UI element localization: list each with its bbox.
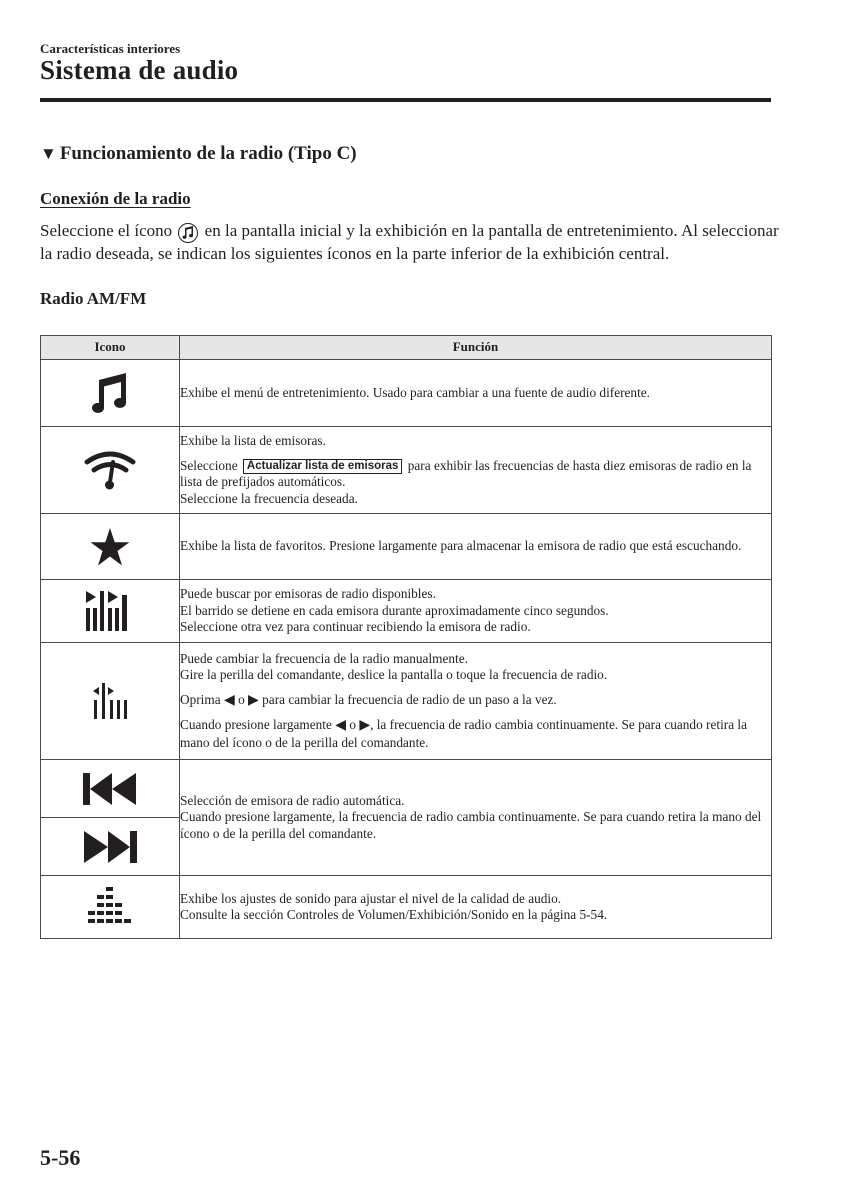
row-text: Exhibe el menú de entretenimiento. Usado para cambiar a una fuente de audio diferente. xyxy=(180,384,650,400)
row-text: Gire la perilla del comandante, deslice la pantalla o toque la frecuencia de radio. xyxy=(180,667,608,683)
intro-text-before: Seleccione el ícono xyxy=(40,221,173,240)
row-text: , la frecuencia de radio cambia continuamente. Se para cuando retira la mano del ícono o de la perilla del comandante. xyxy=(180,717,748,750)
row-text: Selección de emisora de radio automática. xyxy=(180,792,405,808)
right-arrow-icon: ▶ xyxy=(359,718,371,734)
row-text: o xyxy=(349,717,356,733)
row-text: Consulte la sección Controles de Volumen/Exhibición/Sonido en la página 5-54. xyxy=(180,907,608,922)
row-text: para exhibir las frecuencias de hasta diez emisoras de radio en la lista de prefijados automáticos. xyxy=(180,457,752,489)
left-arrow-icon: ◀ xyxy=(335,718,346,734)
section-label: Características interiores xyxy=(40,41,181,56)
row-text: El barrido se detiene en cada emisora durante aproximadamente cinco segundos. xyxy=(180,602,609,618)
row-text: Exhibe la lista de favoritos. Presione largamente para almacenar la emisora de radio que está escuchando. xyxy=(180,538,742,554)
scan-icon xyxy=(84,590,136,632)
table-header-row xyxy=(41,336,772,360)
radio-am-fm-label: Radio AM/FM xyxy=(40,289,147,308)
seek-back-icon xyxy=(82,771,138,807)
page-title: Sistema de audio xyxy=(40,55,239,85)
header-icon: Icono xyxy=(41,336,180,360)
row-text: Oprima xyxy=(180,691,221,707)
row-text: Puede buscar por emisoras de radio disponibles. xyxy=(180,586,436,602)
title-rule xyxy=(40,98,771,102)
header-function: Función xyxy=(180,336,772,360)
table-row xyxy=(41,760,772,818)
page-number: 5-56 xyxy=(40,1145,81,1170)
connection-heading: Conexión de la radio xyxy=(40,189,191,208)
table-row xyxy=(41,514,772,580)
station-list-icon xyxy=(82,448,138,492)
icon-function-table xyxy=(40,335,772,939)
row-text: Exhibe los ajustes de sonido para ajustar el nivel de la calidad de audio. xyxy=(180,890,562,906)
update-station-list-button[interactable]: Actualizar lista de emisoras xyxy=(243,459,402,474)
table-row xyxy=(41,360,772,427)
row-text: o xyxy=(238,691,245,707)
intro-paragraph xyxy=(40,220,780,265)
left-arrow-icon: ◀ xyxy=(223,692,235,708)
table-row xyxy=(41,876,772,939)
subsection-title: Funcionamiento de la radio (Tipo C) xyxy=(59,143,357,164)
row-text: Puede cambiar la frecuencia de la radio manualmente. xyxy=(180,650,468,666)
triangle-down-icon: ▼ xyxy=(40,144,57,163)
seek-forward-icon xyxy=(82,829,138,865)
manual-tune-icon xyxy=(90,681,130,721)
row-text: Cuando presione largamente xyxy=(180,717,332,733)
right-arrow-icon: ▶ xyxy=(248,692,259,708)
intro-text-after: en la pantalla inicial y la exhibición en la pantalla de entretenimiento. Al seleccionar la radio deseada, se indican los siguientes íconos en la parte inferior de la exhibición central. xyxy=(40,221,779,263)
row-text: Seleccione otra vez para continuar recibiendo la emisora de radio. xyxy=(180,619,531,635)
table-row xyxy=(41,580,772,643)
subsection-heading xyxy=(40,143,357,165)
row-text: Exhibe la lista de emisoras. xyxy=(180,433,326,448)
row-text: Seleccione la frecuencia deseada. xyxy=(180,490,358,506)
music-note-icon xyxy=(90,372,130,414)
row-text: para cambiar la frecuencia de radio de un paso a la vez. xyxy=(262,691,557,707)
music-note-circle-icon xyxy=(178,223,198,243)
star-icon xyxy=(90,528,130,566)
row-text: Seleccione xyxy=(180,457,238,473)
table-row xyxy=(41,427,772,514)
sound-settings-icon xyxy=(86,885,134,929)
table-row xyxy=(41,643,772,760)
row-text: Cuando presione largamente, la frecuencia de radio cambia continuamente. Se para cuando retira la mano del ícono o de la perilla del comandante. xyxy=(180,809,762,841)
